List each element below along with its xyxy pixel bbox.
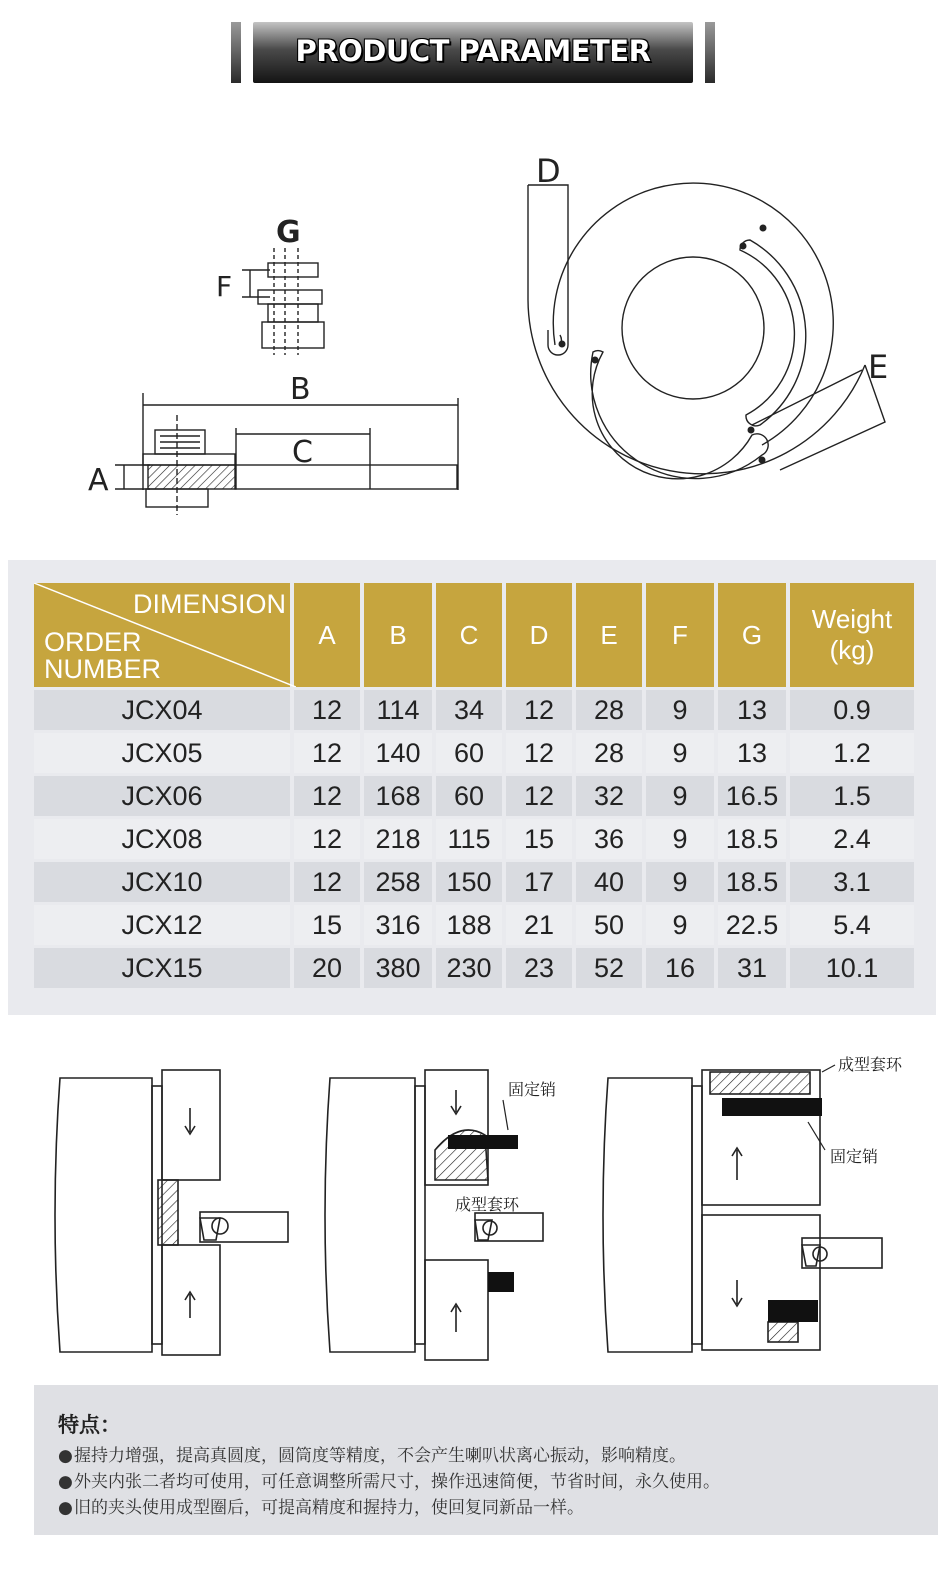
usage-ring-label-1: 成型套环 bbox=[455, 1195, 520, 1214]
cell-e: 32 bbox=[576, 776, 642, 816]
cell-b: 114 bbox=[364, 690, 432, 730]
usage-diagram bbox=[40, 1050, 920, 1370]
table-row bbox=[34, 948, 914, 988]
label-b: B bbox=[290, 372, 311, 407]
spec-table bbox=[30, 580, 918, 991]
column-header-b: B bbox=[364, 583, 432, 687]
cell-e: 40 bbox=[576, 862, 642, 902]
cell-a: 20 bbox=[294, 948, 360, 988]
spec-table-panel bbox=[8, 560, 936, 1015]
header-right-bar bbox=[705, 22, 715, 83]
cell-order: JCX04 bbox=[34, 690, 290, 730]
column-header-d: D bbox=[506, 583, 572, 687]
table-row bbox=[34, 905, 914, 945]
bullet-icon: ● bbox=[58, 1498, 73, 1518]
cell-order: JCX10 bbox=[34, 862, 290, 902]
cell-d: 15 bbox=[506, 819, 572, 859]
cell-a: 12 bbox=[294, 862, 360, 902]
cell-c: 150 bbox=[436, 862, 502, 902]
cell-g: 13 bbox=[718, 733, 786, 773]
cell-a: 12 bbox=[294, 776, 360, 816]
cell-weight: 3.1 bbox=[790, 862, 914, 902]
corner-order-line2: NUMBER bbox=[44, 654, 162, 684]
cell-b: 218 bbox=[364, 819, 432, 859]
cell-g: 13 bbox=[718, 690, 786, 730]
cell-order: JCX06 bbox=[34, 776, 290, 816]
cell-f: 16 bbox=[646, 948, 714, 988]
cell-g: 18.5 bbox=[718, 862, 786, 902]
cell-g: 31 bbox=[718, 948, 786, 988]
table-row bbox=[34, 862, 914, 902]
cell-c: 230 bbox=[436, 948, 502, 988]
usage-pin-label-2: 固定销 bbox=[830, 1147, 879, 1166]
cell-order: JCX05 bbox=[34, 733, 290, 773]
feature-text: 外夹内张二者均可使用，可任意调整所需尺寸，操作迅速简便，节省时间，永久使用。 bbox=[74, 1472, 720, 1492]
feature-item bbox=[58, 1467, 720, 1492]
cell-b: 140 bbox=[364, 733, 432, 773]
cell-d: 12 bbox=[506, 776, 572, 816]
section-header bbox=[231, 22, 715, 83]
cell-c: 60 bbox=[436, 776, 502, 816]
cell-f: 9 bbox=[646, 819, 714, 859]
usage-ring-label-2: 成型套环 bbox=[838, 1055, 903, 1074]
column-header-a: A bbox=[294, 583, 360, 687]
label-c: C bbox=[292, 435, 313, 470]
cell-f: 9 bbox=[646, 905, 714, 945]
table-corner-header bbox=[34, 583, 290, 687]
header-box bbox=[253, 22, 693, 83]
cell-b: 258 bbox=[364, 862, 432, 902]
cell-g: 16.5 bbox=[718, 776, 786, 816]
cell-f: 9 bbox=[646, 776, 714, 816]
cell-c: 188 bbox=[436, 905, 502, 945]
cell-weight: 5.4 bbox=[790, 905, 914, 945]
cell-weight: 2.4 bbox=[790, 819, 914, 859]
feature-text: 旧的夹头使用成型圈后，可提高精度和握持力，使回复同新品一样。 bbox=[74, 1498, 584, 1518]
cell-weight: 10.1 bbox=[790, 948, 914, 988]
cell-weight: 1.5 bbox=[790, 776, 914, 816]
bullet-icon: ● bbox=[58, 1446, 73, 1466]
cell-d: 12 bbox=[506, 733, 572, 773]
cell-order: JCX15 bbox=[34, 948, 290, 988]
weight-label: Weight bbox=[811, 604, 893, 634]
column-header-weight bbox=[790, 583, 914, 687]
cell-d: 12 bbox=[506, 690, 572, 730]
cell-a: 12 bbox=[294, 690, 360, 730]
cell-d: 21 bbox=[506, 905, 572, 945]
cell-e: 36 bbox=[576, 819, 642, 859]
features-panel bbox=[34, 1385, 938, 1535]
cell-b: 380 bbox=[364, 948, 432, 988]
table-header-row bbox=[34, 583, 914, 687]
cell-c: 34 bbox=[436, 690, 502, 730]
feature-text: 握持力增强，提高真圆度，圆筒度等精度，不会产生喇叭状离心振动，影响精度。 bbox=[74, 1446, 686, 1466]
cell-d: 17 bbox=[506, 862, 572, 902]
corner-order-line1: ORDER bbox=[44, 627, 142, 657]
header-title: PRODUCT PARAMETER bbox=[295, 34, 651, 68]
table-row bbox=[34, 690, 914, 730]
table-row bbox=[34, 776, 914, 816]
cell-weight: 0.9 bbox=[790, 690, 914, 730]
cell-a: 12 bbox=[294, 819, 360, 859]
cell-a: 12 bbox=[294, 733, 360, 773]
corner-dimension-label: DIMENSION bbox=[132, 589, 286, 619]
cell-c: 115 bbox=[436, 819, 502, 859]
usage-pin-label-1: 固定销 bbox=[508, 1080, 557, 1099]
header-left-bar bbox=[231, 22, 241, 83]
weight-unit: (kg) bbox=[829, 635, 875, 665]
cell-order: JCX12 bbox=[34, 905, 290, 945]
column-header-f: F bbox=[646, 583, 714, 687]
cell-b: 316 bbox=[364, 905, 432, 945]
features-title: 特点： bbox=[58, 1413, 121, 1437]
label-f: F bbox=[216, 270, 233, 303]
cell-e: 28 bbox=[576, 690, 642, 730]
dimension-diagram bbox=[0, 100, 950, 540]
column-header-g: G bbox=[718, 583, 786, 687]
cell-a: 15 bbox=[294, 905, 360, 945]
feature-item bbox=[58, 1493, 584, 1518]
label-g: G bbox=[276, 215, 301, 250]
cell-b: 168 bbox=[364, 776, 432, 816]
cell-f: 9 bbox=[646, 862, 714, 902]
cell-d: 23 bbox=[506, 948, 572, 988]
column-header-e: E bbox=[576, 583, 642, 687]
label-d: D bbox=[536, 152, 561, 190]
cell-g: 18.5 bbox=[718, 819, 786, 859]
feature-item bbox=[58, 1441, 686, 1466]
cell-f: 9 bbox=[646, 733, 714, 773]
cell-e: 52 bbox=[576, 948, 642, 988]
cell-g: 22.5 bbox=[718, 905, 786, 945]
label-a: A bbox=[88, 463, 109, 498]
column-header-c: C bbox=[436, 583, 502, 687]
label-e: E bbox=[868, 348, 889, 386]
table-row bbox=[34, 733, 914, 773]
corner-order-label bbox=[44, 629, 161, 683]
cell-e: 50 bbox=[576, 905, 642, 945]
cell-weight: 1.2 bbox=[790, 733, 914, 773]
table-row bbox=[34, 819, 914, 859]
cell-f: 9 bbox=[646, 690, 714, 730]
cell-e: 28 bbox=[576, 733, 642, 773]
cell-c: 60 bbox=[436, 733, 502, 773]
cell-order: JCX08 bbox=[34, 819, 290, 859]
bullet-icon: ● bbox=[58, 1472, 73, 1492]
